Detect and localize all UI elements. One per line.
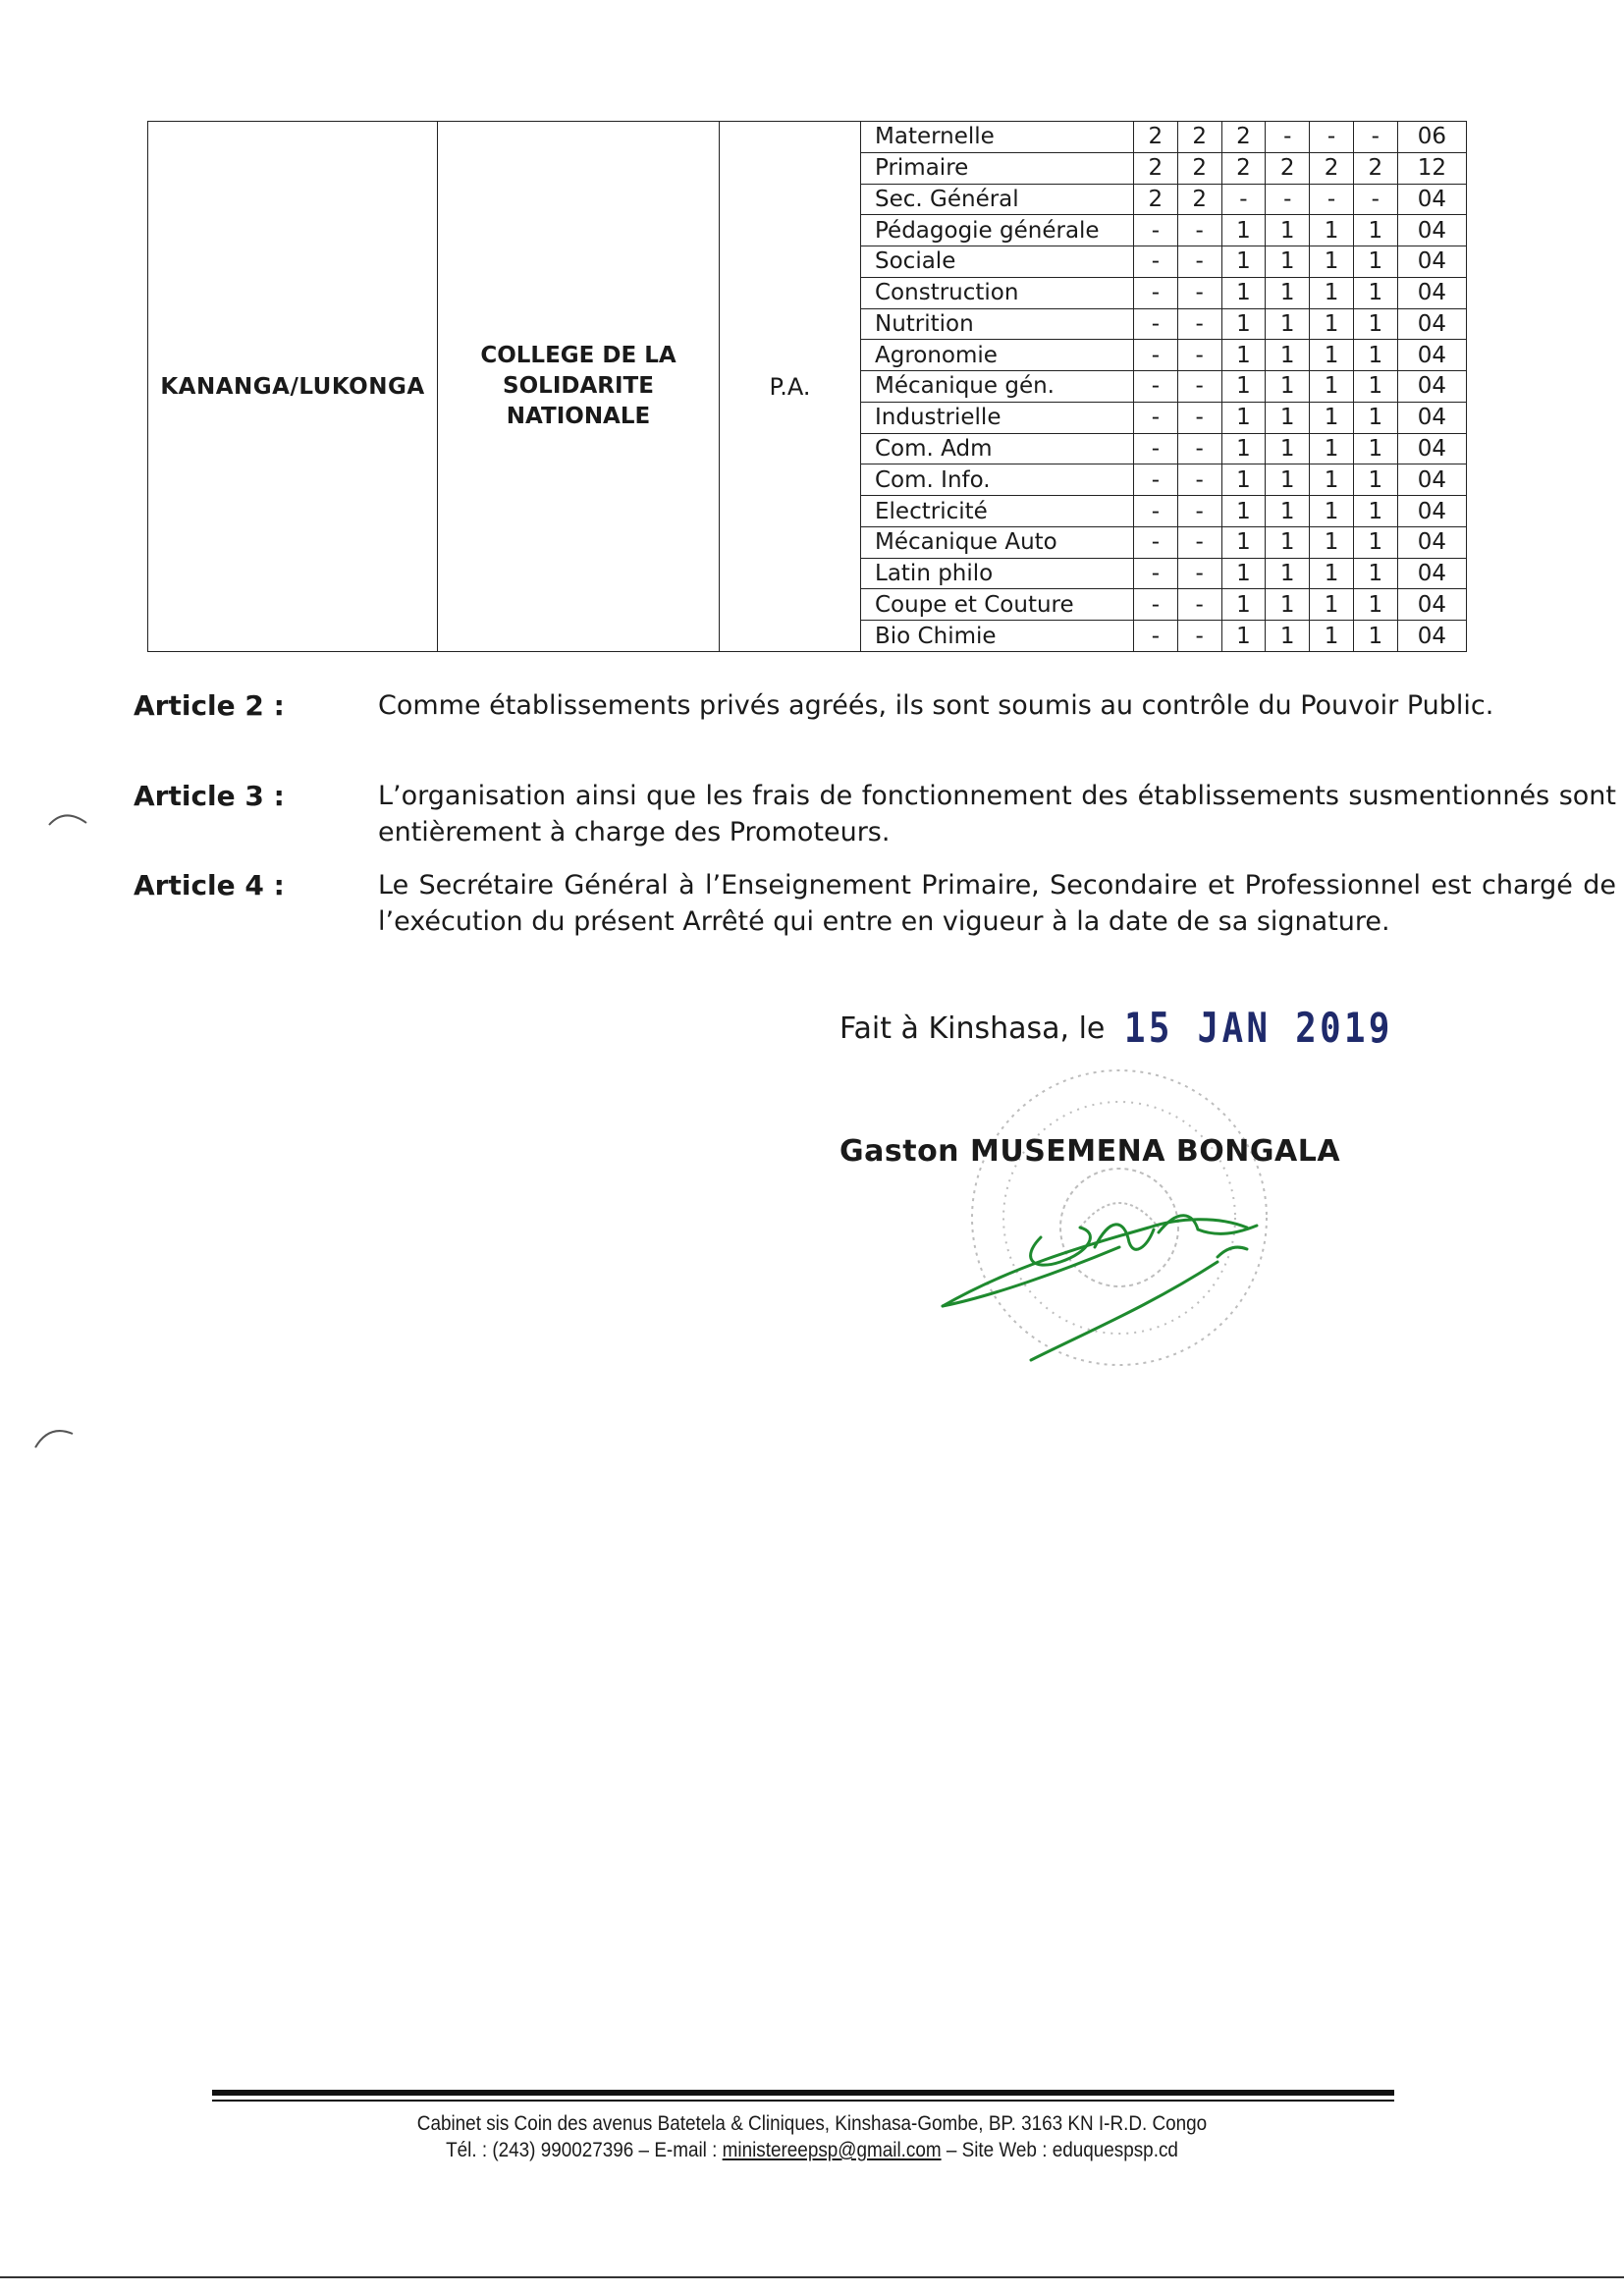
footer-email-link[interactable]: ministereepsp@gmail.com (722, 2139, 942, 2161)
year-count: 2 (1310, 152, 1354, 184)
year-count: 2 (1133, 152, 1177, 184)
footer-address: Cabinet sis Coin des avenus Batetela & Cliniques, Kinshasa-Gombe, BP. 3163 KN I-R.D. Congo (416, 2112, 1208, 2135)
year-count: 1 (1310, 340, 1354, 371)
total-count: 04 (1397, 433, 1466, 464)
year-count: 1 (1310, 433, 1354, 464)
year-count: 1 (1266, 308, 1310, 340)
year-count: - (1133, 277, 1177, 308)
option-row (861, 589, 1466, 621)
total-count: 04 (1397, 558, 1466, 589)
year-count: - (1133, 589, 1177, 621)
year-count: - (1177, 402, 1221, 433)
option-name: Coupe et Couture (861, 589, 1133, 621)
article-label: Article 3 : (134, 780, 285, 812)
option-row (861, 621, 1466, 651)
year-count: 1 (1266, 371, 1310, 403)
year-count: - (1266, 184, 1310, 215)
option-name: Primaire (861, 152, 1133, 184)
year-count: 1 (1310, 246, 1354, 278)
year-count: - (1177, 215, 1221, 246)
total-count: 04 (1397, 277, 1466, 308)
total-count: 04 (1397, 402, 1466, 433)
year-count: 1 (1310, 371, 1354, 403)
article-label: Article 4 : (134, 869, 285, 901)
footer-rule (212, 2090, 1394, 2096)
year-count: - (1177, 308, 1221, 340)
year-count: - (1133, 496, 1177, 527)
year-count: - (1266, 122, 1310, 152)
school-location: KANANGA/LUKONGA (160, 373, 425, 400)
article-2 (134, 687, 1494, 766)
total-count: 04 (1397, 464, 1466, 496)
option-name: Bio Chimie (861, 621, 1133, 651)
option-row (861, 122, 1466, 152)
option-row (861, 277, 1466, 308)
year-count: 1 (1310, 558, 1354, 589)
year-count: 1 (1266, 433, 1310, 464)
year-count: 1 (1353, 371, 1397, 403)
year-count: 1 (1221, 464, 1266, 496)
official-seal-icon (972, 1070, 1267, 1365)
year-count: 1 (1353, 433, 1397, 464)
total-count: 04 (1397, 340, 1466, 371)
year-count: - (1353, 122, 1397, 152)
location-cell (148, 122, 438, 652)
year-count: 1 (1266, 277, 1310, 308)
year-count: 1 (1221, 215, 1266, 246)
year-count: 1 (1353, 558, 1397, 589)
year-count: 1 (1353, 589, 1397, 621)
total-count: 04 (1397, 371, 1466, 403)
total-count: 06 (1397, 122, 1466, 152)
options-table (861, 122, 1466, 651)
year-count: 1 (1266, 402, 1310, 433)
year-count: - (1177, 621, 1221, 651)
year-count: 2 (1221, 152, 1266, 184)
total-count: 04 (1397, 526, 1466, 558)
year-count: 2 (1177, 184, 1221, 215)
year-count: 1 (1353, 277, 1397, 308)
year-count: - (1353, 184, 1397, 215)
year-count: 1 (1266, 246, 1310, 278)
year-count: 1 (1353, 308, 1397, 340)
year-count: 1 (1221, 246, 1266, 278)
year-count: 1 (1221, 308, 1266, 340)
year-count: - (1133, 558, 1177, 589)
year-count: - (1310, 122, 1354, 152)
article-text: Le Secrétaire Général à l’Enseignement Primaire, Secondaire et Professionnel est chargé de l’exécution du présent Arrêté qui entre en vigueur à la date de sa signature. (378, 870, 1616, 937)
year-count: 1 (1353, 464, 1397, 496)
year-count: 1 (1353, 496, 1397, 527)
option-row (861, 464, 1466, 496)
year-count: - (1177, 433, 1221, 464)
option-row (861, 433, 1466, 464)
year-count: 1 (1266, 526, 1310, 558)
year-count: 1 (1310, 308, 1354, 340)
year-count: - (1177, 340, 1221, 371)
year-count: 1 (1266, 621, 1310, 651)
year-count: 1 (1310, 215, 1354, 246)
footer-rule (212, 2100, 1394, 2102)
option-row (861, 184, 1466, 215)
year-count: 1 (1310, 526, 1354, 558)
option-row (861, 246, 1466, 278)
year-count: 1 (1353, 402, 1397, 433)
year-count: 1 (1221, 433, 1266, 464)
year-count: 1 (1310, 621, 1354, 651)
year-count: 1 (1221, 402, 1266, 433)
year-count: 1 (1353, 246, 1397, 278)
year-count: 2 (1266, 152, 1310, 184)
year-count: 1 (1221, 621, 1266, 651)
option-name: Com. Adm (861, 433, 1133, 464)
year-count: 1 (1353, 340, 1397, 371)
year-count: 1 (1221, 340, 1266, 371)
year-count: 1 (1353, 215, 1397, 246)
option-row (861, 308, 1466, 340)
year-count: - (1177, 526, 1221, 558)
article-text: Comme établissements privés agréés, ils sont soumis au contrôle du Pouvoir Public. (378, 690, 1494, 721)
option-name: Com. Info. (861, 464, 1133, 496)
year-count: 1 (1266, 589, 1310, 621)
signature-icon (943, 1216, 1257, 1360)
year-count: 1 (1221, 496, 1266, 527)
total-count: 12 (1397, 152, 1466, 184)
option-row (861, 152, 1466, 184)
option-row (861, 340, 1466, 371)
year-count: 2 (1353, 152, 1397, 184)
total-count: 04 (1397, 184, 1466, 215)
year-count: 1 (1221, 589, 1266, 621)
year-count: 1 (1266, 215, 1310, 246)
year-count: - (1133, 402, 1177, 433)
year-count: 1 (1266, 558, 1310, 589)
total-count: 04 (1397, 496, 1466, 527)
option-name: Sec. Général (861, 184, 1133, 215)
year-count: 1 (1310, 589, 1354, 621)
total-count: 04 (1397, 589, 1466, 621)
year-count: 1 (1310, 402, 1354, 433)
article-3 (134, 778, 1616, 856)
year-count: 2 (1133, 122, 1177, 152)
year-count: 1 (1353, 621, 1397, 651)
option-row (861, 496, 1466, 527)
year-count: - (1133, 340, 1177, 371)
year-count: - (1133, 464, 1177, 496)
year-count: 1 (1221, 526, 1266, 558)
year-count: - (1133, 526, 1177, 558)
option-name: Industrielle (861, 402, 1133, 433)
year-count: - (1133, 371, 1177, 403)
margin-mark-icon (29, 1422, 79, 1451)
year-count: 2 (1177, 122, 1221, 152)
option-row (861, 558, 1466, 589)
year-count: - (1133, 246, 1177, 278)
total-count: 04 (1397, 621, 1466, 651)
page-bottom-rule (0, 2276, 1624, 2278)
total-count: 04 (1397, 308, 1466, 340)
year-count: - (1133, 621, 1177, 651)
year-count: 1 (1266, 340, 1310, 371)
year-count: - (1177, 558, 1221, 589)
article-text: L’organisation ainsi que les frais de fonctionnement des établissements susmentionnés sont entièrement à charge des Promoteurs. (378, 781, 1616, 847)
year-count: - (1177, 464, 1221, 496)
year-count: 1 (1266, 496, 1310, 527)
option-row (861, 371, 1466, 403)
option-name: Mécanique gén. (861, 371, 1133, 403)
school-table (147, 121, 1467, 652)
year-count: - (1133, 433, 1177, 464)
total-count: 04 (1397, 215, 1466, 246)
option-row (861, 215, 1466, 246)
option-name: Maternelle (861, 122, 1133, 152)
signer-name: Gaston MUSEMENA BONGALA (839, 1134, 1341, 1169)
year-count: - (1133, 215, 1177, 246)
footer-website: – Site Web : eduquespsp.cd (941, 2139, 1178, 2161)
date-stamp: 15 JAN 2019 (1124, 1004, 1393, 1052)
school-status: P.A. (769, 372, 811, 401)
seal-signature-graphic (923, 1061, 1335, 1394)
footer-phone: Tél. : (243) 990027396 – E-mail : (446, 2139, 723, 2161)
option-name: Agronomie (861, 340, 1133, 371)
year-count: - (1221, 184, 1266, 215)
option-row (861, 526, 1466, 558)
option-row (861, 402, 1466, 433)
option-name: Latin philo (861, 558, 1133, 589)
year-count: - (1177, 246, 1221, 278)
option-name: Sociale (861, 246, 1133, 278)
year-count: - (1177, 496, 1221, 527)
status-cell (720, 122, 861, 652)
school-name-cell (438, 122, 720, 652)
option-name: Pédagogie générale (861, 215, 1133, 246)
year-count: 1 (1310, 277, 1354, 308)
footer-contact (81, 2139, 1543, 2162)
year-count: 2 (1177, 152, 1221, 184)
year-count: - (1310, 184, 1354, 215)
school-name-line: NATIONALE (506, 404, 651, 429)
year-count: - (1177, 589, 1221, 621)
option-name: Electricité (861, 496, 1133, 527)
year-count: - (1133, 308, 1177, 340)
school-name-line: SOLIDARITE (503, 373, 654, 399)
margin-mark-icon (45, 805, 94, 829)
year-count: 1 (1221, 277, 1266, 308)
options-cell (861, 122, 1467, 652)
year-count: 1 (1221, 558, 1266, 589)
year-count: - (1177, 277, 1221, 308)
place-line: Fait à Kinshasa, le (839, 1011, 1106, 1046)
article-4 (134, 867, 1616, 985)
year-count: 1 (1221, 371, 1266, 403)
option-name: Nutrition (861, 308, 1133, 340)
article-label: Article 2 : (134, 689, 285, 722)
option-name: Mécanique Auto (861, 526, 1133, 558)
year-count: 1 (1310, 464, 1354, 496)
option-name: Construction (861, 277, 1133, 308)
total-count: 04 (1397, 246, 1466, 278)
year-count: - (1177, 371, 1221, 403)
year-count: 1 (1266, 464, 1310, 496)
school-name-line: COLLEGE DE LA (480, 343, 677, 368)
year-count: 1 (1310, 496, 1354, 527)
year-count: 2 (1133, 184, 1177, 215)
year-count: 2 (1221, 122, 1266, 152)
year-count: 1 (1353, 526, 1397, 558)
